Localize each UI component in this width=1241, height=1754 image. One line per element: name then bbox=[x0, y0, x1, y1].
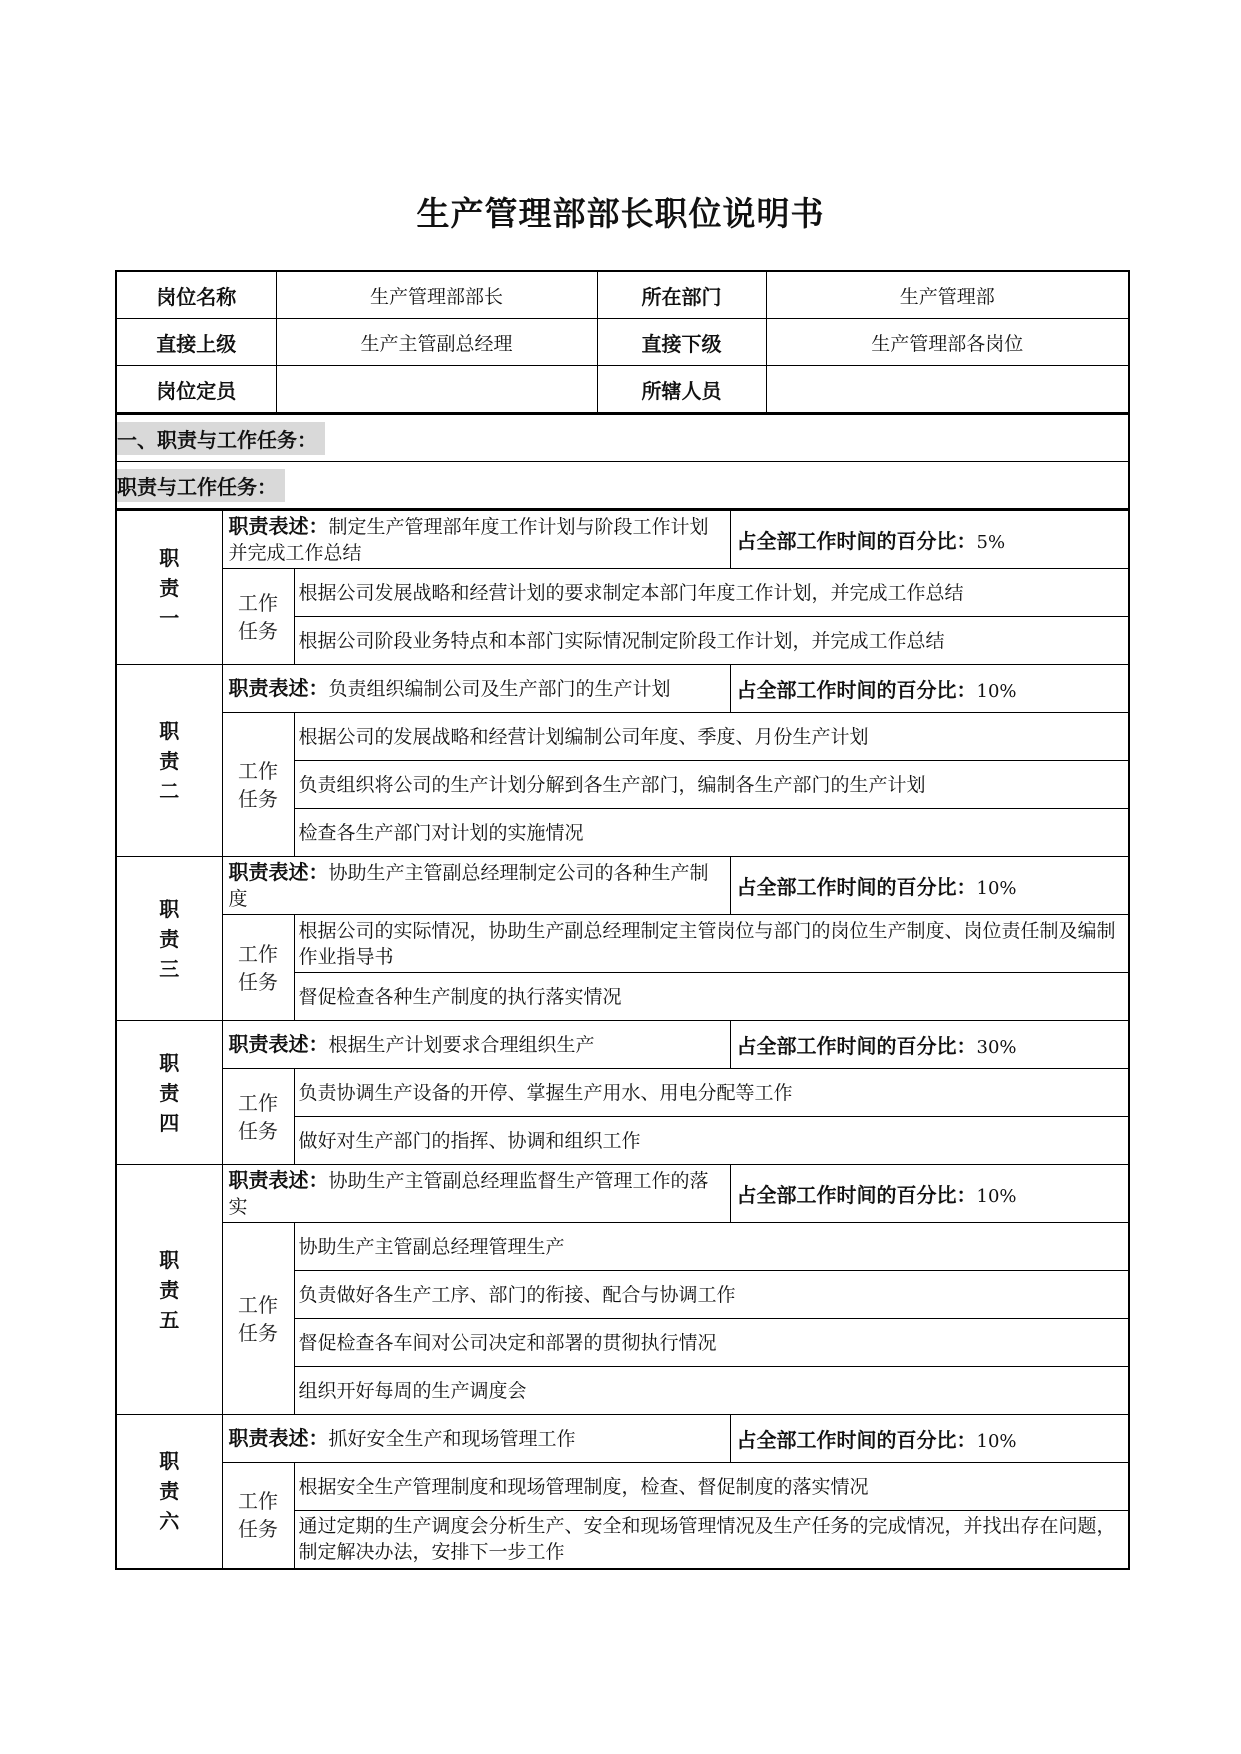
duty-description-label: 职责表述： bbox=[228, 1032, 329, 1056]
duty-name-char: 职 bbox=[159, 1050, 180, 1075]
duty-description-label: 职责表述： bbox=[228, 676, 329, 700]
section-header-table bbox=[115, 414, 1130, 510]
task-text: 负责协调生产设备的开停、掌握生产用水、用电分配等工作 bbox=[294, 1069, 1129, 1117]
task-label-cell bbox=[222, 1069, 294, 1165]
duty-desc-row bbox=[116, 1415, 1129, 1463]
percentage-label: 占全部工作时间的百分比： bbox=[736, 875, 977, 899]
task-text: 督促检查各车间对公司决定和部署的贯彻执行情况 bbox=[294, 1319, 1129, 1367]
duty-name-char: 责 bbox=[159, 1277, 180, 1302]
percentage-value: 30% bbox=[976, 1037, 1017, 1058]
duty-description-label: 职责表述： bbox=[228, 514, 329, 538]
duty-name-cell bbox=[116, 1021, 222, 1165]
section-row bbox=[116, 415, 1129, 462]
duty-description-text: 抓好安全生产和现场管理工作 bbox=[328, 1428, 576, 1450]
task-row bbox=[116, 1463, 1129, 1511]
task-row bbox=[116, 569, 1129, 617]
duty-name-char: 职 bbox=[159, 1247, 180, 1272]
duty-desc-row bbox=[116, 665, 1129, 713]
task-text: 根据公司发展战略和经营计划的要求制定本部门年度工作计划，并完成工作总结 bbox=[294, 569, 1129, 617]
duty-description-text: 制定生产管理部年度工作计划与阶段工作计划并完成工作总结 bbox=[228, 516, 709, 564]
duty-name-cell bbox=[116, 1415, 222, 1569]
duty-name-char: 职 bbox=[159, 896, 180, 921]
duty-percentage-cell bbox=[730, 665, 1129, 713]
percentage-value: 10% bbox=[976, 1431, 1017, 1452]
task-row bbox=[116, 713, 1129, 761]
percentage-value: 5% bbox=[976, 532, 1006, 553]
staff-value bbox=[766, 366, 1129, 414]
duty-name-char: 职 bbox=[159, 718, 180, 743]
superior-value: 生产主管副总经理 bbox=[276, 319, 597, 366]
duty-description-cell bbox=[222, 1021, 730, 1069]
subsection-row bbox=[116, 462, 1129, 510]
duties-table bbox=[115, 510, 1130, 1570]
task-text: 检查各生产部门对计划的实施情况 bbox=[294, 809, 1129, 857]
position-name-label: 岗位名称 bbox=[116, 271, 276, 319]
duty-percentage-cell bbox=[730, 1415, 1129, 1463]
task-label-cell bbox=[222, 569, 294, 665]
percentage-value: 10% bbox=[976, 878, 1017, 899]
task-label-line-2: 任务 bbox=[238, 1320, 278, 1345]
duty-name-char: 责 bbox=[159, 1479, 180, 1504]
task-label-cell bbox=[222, 915, 294, 1021]
info-row-2 bbox=[116, 319, 1129, 366]
duty-name-cell bbox=[116, 665, 222, 857]
page-title: 生产管理部部长职位说明书 bbox=[416, 194, 825, 233]
duty-name-char: 责 bbox=[159, 926, 180, 951]
task-text: 负责组织将公司的生产计划分解到各生产部门，编制各生产部门的生产计划 bbox=[294, 761, 1129, 809]
duty-description-cell bbox=[222, 857, 730, 915]
duty-name-char: 四 bbox=[159, 1110, 180, 1135]
task-row bbox=[116, 1069, 1129, 1117]
basic-info-table bbox=[115, 270, 1130, 414]
subordinate-label: 直接下级 bbox=[597, 319, 766, 366]
duty-description-label: 职责表述： bbox=[228, 860, 329, 884]
duty-description-text: 协助生产主管副总经理制定公司的各种生产制度 bbox=[228, 862, 709, 910]
task-label-line-1: 工作 bbox=[238, 1090, 278, 1115]
duty-desc-row bbox=[116, 511, 1129, 569]
staff-label: 所辖人员 bbox=[597, 366, 766, 414]
task-label-line-1: 工作 bbox=[238, 1292, 278, 1317]
task-text: 根据安全生产管理制度和现场管理制度，检查、督促制度的落实情况 bbox=[294, 1463, 1129, 1511]
duty-name-char: 职 bbox=[159, 1449, 180, 1474]
percentage-label: 占全部工作时间的百分比： bbox=[736, 1428, 977, 1452]
duty-description-cell bbox=[222, 511, 730, 569]
section-title: 一、职责与工作任务： bbox=[117, 422, 325, 455]
duty-name-char: 二 bbox=[159, 778, 180, 803]
position-name-value: 生产管理部部长 bbox=[276, 271, 597, 319]
duty-desc-row bbox=[116, 857, 1129, 915]
info-row-3 bbox=[116, 366, 1129, 414]
subsection-title: 职责与工作任务： bbox=[117, 469, 285, 502]
duty-desc-row bbox=[116, 1021, 1129, 1069]
duty-description-text: 负责组织编制公司及生产部门的生产计划 bbox=[328, 678, 671, 700]
task-row bbox=[116, 1223, 1129, 1271]
duty-desc-row bbox=[116, 1165, 1129, 1223]
duty-description-cell bbox=[222, 1415, 730, 1463]
duty-description-cell bbox=[222, 665, 730, 713]
duty-name-char: 责 bbox=[159, 748, 180, 773]
duty-percentage-cell bbox=[730, 857, 1129, 915]
task-text: 根据公司的实际情况，协助生产副总经理制定主管岗位与部门的岗位生产制度、岗位责任制及编制作业指导书 bbox=[294, 915, 1129, 973]
task-label-line-2: 任务 bbox=[238, 1118, 278, 1143]
task-text: 通过定期的生产调度会分析生产、安全和现场管理情况及生产任务的完成情况，并找出存在问题，制定解决办法，安排下一步工作 bbox=[294, 1511, 1129, 1569]
task-label-line-2: 任务 bbox=[238, 618, 278, 643]
task-text: 根据公司阶段业务特点和本部门实际情况制定阶段工作计划，并完成工作总结 bbox=[294, 617, 1129, 665]
percentage-label: 占全部工作时间的百分比： bbox=[736, 678, 977, 702]
duty-description-label: 职责表述： bbox=[228, 1426, 329, 1450]
info-row-1 bbox=[116, 271, 1129, 319]
duty-description-label: 职责表述： bbox=[228, 1168, 329, 1192]
duty-description-text: 根据生产计划要求合理组织生产 bbox=[328, 1034, 595, 1056]
task-label-line-1: 工作 bbox=[238, 1489, 278, 1514]
duty-percentage-cell bbox=[730, 1021, 1129, 1069]
percentage-label: 占全部工作时间的百分比： bbox=[736, 1183, 977, 1207]
task-label-line-1: 工作 bbox=[238, 941, 278, 966]
duty-name-char: 五 bbox=[159, 1307, 180, 1332]
task-label-line-1: 工作 bbox=[238, 758, 278, 783]
duty-percentage-cell bbox=[730, 1165, 1129, 1223]
task-text: 负责做好各生产工序、部门的衔接、配合与协调工作 bbox=[294, 1271, 1129, 1319]
task-label-line-2: 任务 bbox=[238, 969, 278, 994]
task-text: 组织开好每周的生产调度会 bbox=[294, 1367, 1129, 1415]
percentage-label: 占全部工作时间的百分比： bbox=[736, 1034, 977, 1058]
task-text: 督促检查各种生产制度的执行落实情况 bbox=[294, 973, 1129, 1021]
task-label-line-2: 任务 bbox=[238, 1517, 278, 1542]
task-row bbox=[116, 915, 1129, 973]
duty-description-cell bbox=[222, 1165, 730, 1223]
duty-name-cell bbox=[116, 511, 222, 665]
duty-percentage-cell bbox=[730, 511, 1129, 569]
duty-name-cell bbox=[116, 1165, 222, 1415]
duty-name-char: 六 bbox=[159, 1509, 180, 1534]
duty-name-char: 职 bbox=[159, 545, 180, 570]
percentage-label: 占全部工作时间的百分比： bbox=[736, 529, 977, 553]
percentage-value: 10% bbox=[976, 681, 1017, 702]
task-label-cell bbox=[222, 1463, 294, 1569]
task-text: 做好对生产部门的指挥、协调和组织工作 bbox=[294, 1117, 1129, 1165]
duty-name-cell bbox=[116, 857, 222, 1021]
headcount-label: 岗位定员 bbox=[116, 366, 276, 414]
duty-name-char: 责 bbox=[159, 575, 180, 600]
task-label-cell bbox=[222, 713, 294, 857]
superior-label: 直接上级 bbox=[116, 319, 276, 366]
subordinate-value: 生产管理部各岗位 bbox=[766, 319, 1129, 366]
department-value: 生产管理部 bbox=[766, 271, 1129, 319]
percentage-value: 10% bbox=[976, 1186, 1017, 1207]
duty-name-char: 责 bbox=[159, 1080, 180, 1105]
task-text: 根据公司的发展战略和经营计划编制公司年度、季度、月份生产计划 bbox=[294, 713, 1129, 761]
task-label-line-2: 任务 bbox=[238, 786, 278, 811]
job-description-document bbox=[115, 270, 1130, 1570]
task-label-cell bbox=[222, 1223, 294, 1415]
duty-name-char: 一 bbox=[159, 605, 180, 630]
department-label: 所在部门 bbox=[597, 271, 766, 319]
headcount-value bbox=[276, 366, 597, 414]
task-text: 协助生产主管副总经理管理生产 bbox=[294, 1223, 1129, 1271]
duty-description-text: 协助生产主管副总经理监督生产管理工作的落实 bbox=[228, 1170, 709, 1218]
task-label-line-1: 工作 bbox=[238, 590, 278, 615]
duty-name-char: 三 bbox=[159, 956, 180, 981]
